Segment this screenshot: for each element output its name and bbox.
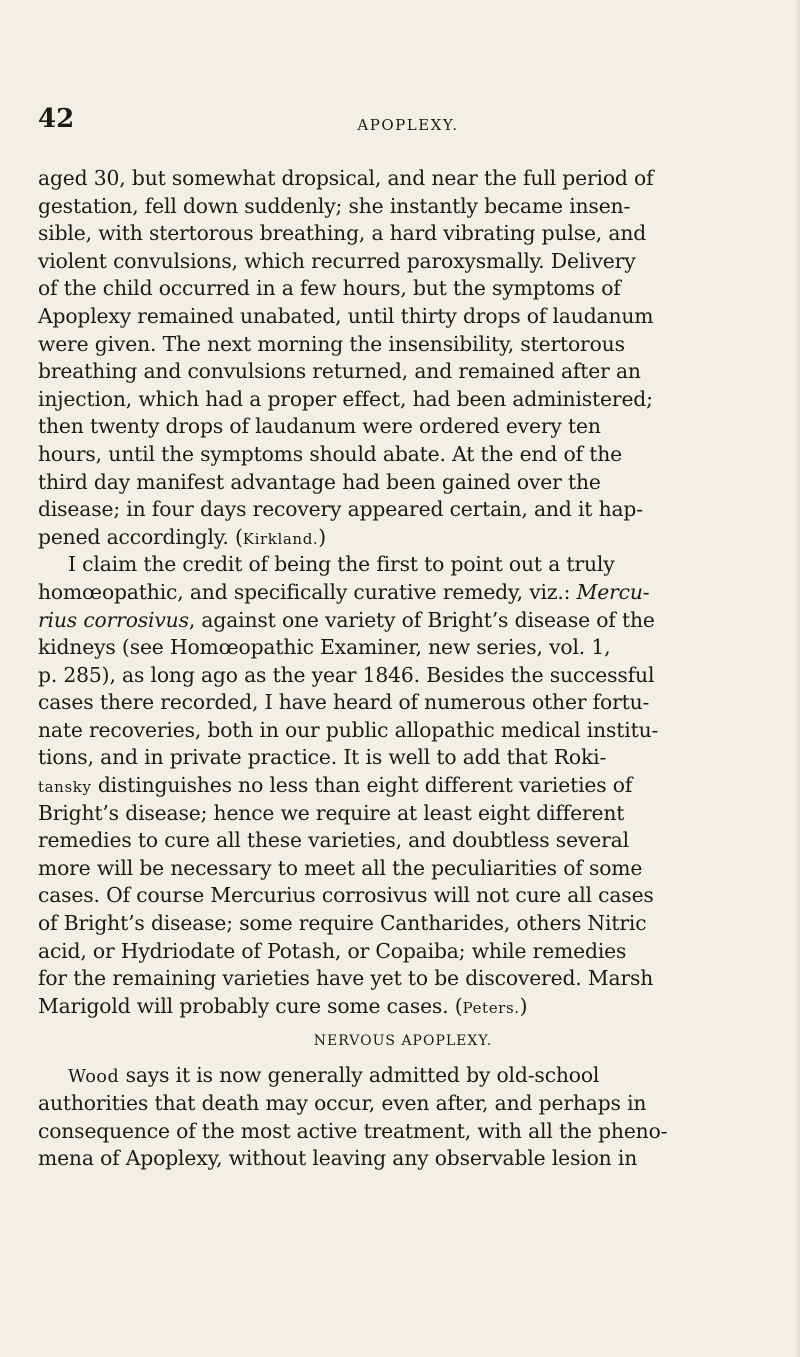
text-line [38,993,768,1021]
text-line: tions, and in private practice. It is well to add that Roki- [38,745,607,770]
text-line: remedies to cure all these varieties, and doubtless several [38,828,629,853]
text-line: sible, with stertorous breathing, a hard vibrating pulse, and [38,221,647,246]
text-line: I claim the credit of being the first to point out a truly [68,552,615,577]
text-line: Bright’s disease; hence we require at least eight different [38,800,625,825]
text-line: were given. The next morning the insensibility, stertorous [38,331,625,356]
text-line: p. 285), as long ago as the year 1846. Besides the successful [38,662,655,687]
text-line: authorities that death may occur, even after, and perhaps in [38,1091,647,1115]
page-edge-shadow [794,0,800,1357]
text-line: kidneys (see Homœopathic Examiner, new series, vol. 1, [38,635,611,660]
text-line: acid, or Hydriodate of Potash, or Copaiba; while remedies [38,938,627,963]
author-citation: Kirkland. [242,529,319,548]
text-line: of Bright’s disease; some require Cantharides, others Nitric [38,911,647,936]
running-title: APOPLEXY. [357,116,459,134]
text-line: cases there recorded, I have heard of numerous other fortu- [38,690,650,715]
line-text: says it is now generally admitted by old-school [119,1063,600,1088]
text-line: cases. Of course Mercurius corrosivus will not cure all cases [38,883,654,908]
line-text: pened accordingly. ( [38,524,243,549]
author-name-smallcaps: tansky [38,778,92,797]
author-name-smallcaps: Wood [68,1067,120,1088]
page-number: 42 [38,104,75,134]
text-line [38,579,768,607]
text-line [38,772,768,800]
body-text [38,165,768,1173]
line-text: , against one variety of Bright’s disease of the [188,607,655,632]
line-text: ) [318,524,327,549]
text-line: aged 30, but somewhat dropsical, and near the full period of [38,166,654,190]
paragraph-nervous-apoplexy [38,1062,768,1172]
text-line: nate recoveries, both in our public allopathic medical institu- [38,717,659,742]
text-line: mena of Apoplexy, without leaving any observable lesion in [38,1146,638,1171]
line-text: Marigold will probably cure some cases. ( [38,993,463,1018]
text-line: violent convulsions, which recurred paroxysmally. Delivery [38,248,636,273]
text-line: injection, which had a proper effect, had been administered; [38,386,653,411]
text-line: more will be necessary to meet all the peculiarities of some [38,855,643,880]
remedy-name-italic: rius corrosivus [38,607,189,632]
text-line: disease; in four days recovery appeared certain, and it hap- [38,497,643,522]
text-line [38,1062,768,1090]
line-text: distinguishes no less than eight different varieties of [91,773,633,798]
text-line [38,607,768,635]
line-text: homœopathic, and specifically curative remedy, viz.: [38,579,577,604]
paragraph-brights-disease [38,551,768,1020]
line-text: ) [519,993,528,1018]
section-heading: NERVOUS APOPLEXY. [313,1033,493,1050]
text-line: hours, until the symptoms should abate. At the end of the [38,441,622,466]
text-line: gestation, fell down suddenly; she instantly became insen- [38,193,631,218]
text-line: Apoplexy remained unabated, until thirty drops of laudanum [38,303,654,328]
text-line: consequence of the most active treatment, with all the pheno- [38,1118,668,1143]
paragraph-kirkland-case [38,165,768,551]
running-head [38,104,778,138]
remedy-name-italic: Mercu- [576,579,650,604]
text-line: for the remaining varieties have yet to be discovered. Marsh [38,966,654,991]
text-line: of the child occurred in a few hours, but the symptoms of [38,276,621,301]
author-citation: Peters. [462,998,520,1017]
text-line: then twenty drops of laudanum were ordered every ten [38,414,601,439]
text-line [38,524,768,552]
text-line: third day manifest advantage had been gained over the [38,469,601,494]
text-line: breathing and convulsions returned, and remained after an [38,359,641,384]
